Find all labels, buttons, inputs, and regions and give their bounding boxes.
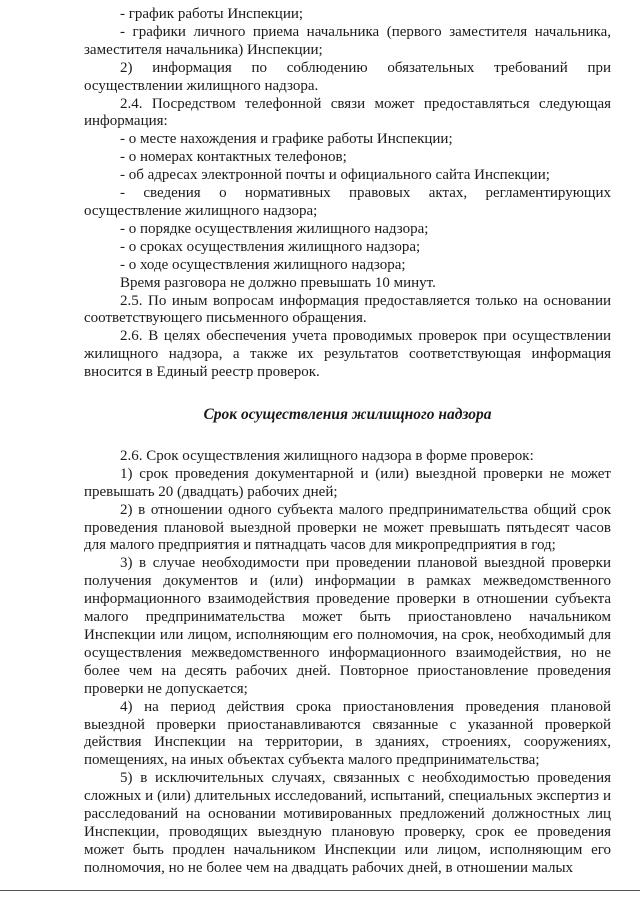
paragraph: - об адресах электронной почты и официального сайта Инспекции; — [120, 167, 550, 184]
paragraph: 1) срок проведения документарной и (или) выездной проверки не может превышать 20 (двадцать) рабочих дней; — [84, 465, 611, 500]
paragraph: - о номерах контактных телефонов; — [120, 149, 347, 166]
paragraph: - график работы Инспекции; — [120, 6, 304, 22]
page-bottom-rule — [0, 890, 640, 891]
section-heading: Срок осуществления жилищного надзора — [203, 406, 492, 424]
paragraph: - сведения о нормативных правовых актах, регламентирующих осуществление жилищного надзора; — [84, 185, 611, 219]
paragraph: 2) в отношении одного субъекта малого предпринимательства общий срок проведения плановой выездной проверки не может превышать пятьдесят часов для малого предприятия и пятнадцать часов для микропредприятия в год; — [84, 501, 611, 554]
paragraph: - о сроках осуществления жилищного надзора; — [120, 238, 421, 255]
paragraph: Время разговора не должно превышать 10 минут. — [120, 274, 436, 291]
paragraph: 3) в случае необходимости при проведении плановой выездной проверки получения документов и (или) информации в рамках межведомственного информационного взаимодействия проведение проверки в отношении субъекта малого предпринимательства может быть приостановлено начальником Инспекции или лицом, исполняющим его полномочия, на срок, необходимый для осуществления межведомственного информационного взаимодействия, но не более чем на десять рабочих дней. Повторное приостановление проведения проверки не допускается; — [84, 555, 611, 697]
paragraph: - о ходе осуществления жилищного надзора; — [120, 256, 406, 273]
paragraph: 2.6. В целях обеспечения учета проводимых проверок при осуществлении жилищного надзора, а также их результатов соответствующая информация вносится в Единый реестр проверок. — [84, 328, 611, 381]
paragraph: - о месте нахождения и графике работы Инспекции; — [120, 131, 453, 148]
document-page — [84, 6, 611, 878]
paragraph: - о порядке осуществления жилищного надзора; — [120, 220, 429, 237]
paragraph: 2.6. Срок осуществления жилищного надзора в форме проверок: — [120, 447, 534, 464]
paragraph: - графики личного приема начальника (первого заместителя начальника, заместителя начальника) Инспекции; — [84, 23, 611, 58]
paragraph: 5) в исключительных случаях, связанных с необходимостью проведения сложных и (или) длительных исследований, испытаний, специальных экспертиз и расследований на основании мотивированных предложений должностных лиц Инспекции, проводящих выездную плановую проверку, срок ее проведения может быть продлен начальником Инспекции или лицом, исполняющим его полномочия, но не более чем на двадцать рабочих дней, в отношении малых — [84, 770, 611, 876]
paragraph: 2) информация по соблюдению обязательных требований при осуществлении жилищного надзора. — [84, 59, 611, 94]
paragraph: 4) на период действия срока приостановления проведения плановой выездной проверки приостанавливаются связанные с указанной проверкой действия Инспекции на территории, в зданиях, строениях, сооружениях, помещениях, на иных объектах субъекта малого предпринимательства; — [84, 698, 611, 769]
paragraph: 2.4. Посредством телефонной связи может предоставляться следующая информация: — [84, 95, 611, 130]
paragraph: 2.5. По иным вопросам информация предоставляется только на основании соответствующего письменного обращения. — [84, 292, 611, 327]
